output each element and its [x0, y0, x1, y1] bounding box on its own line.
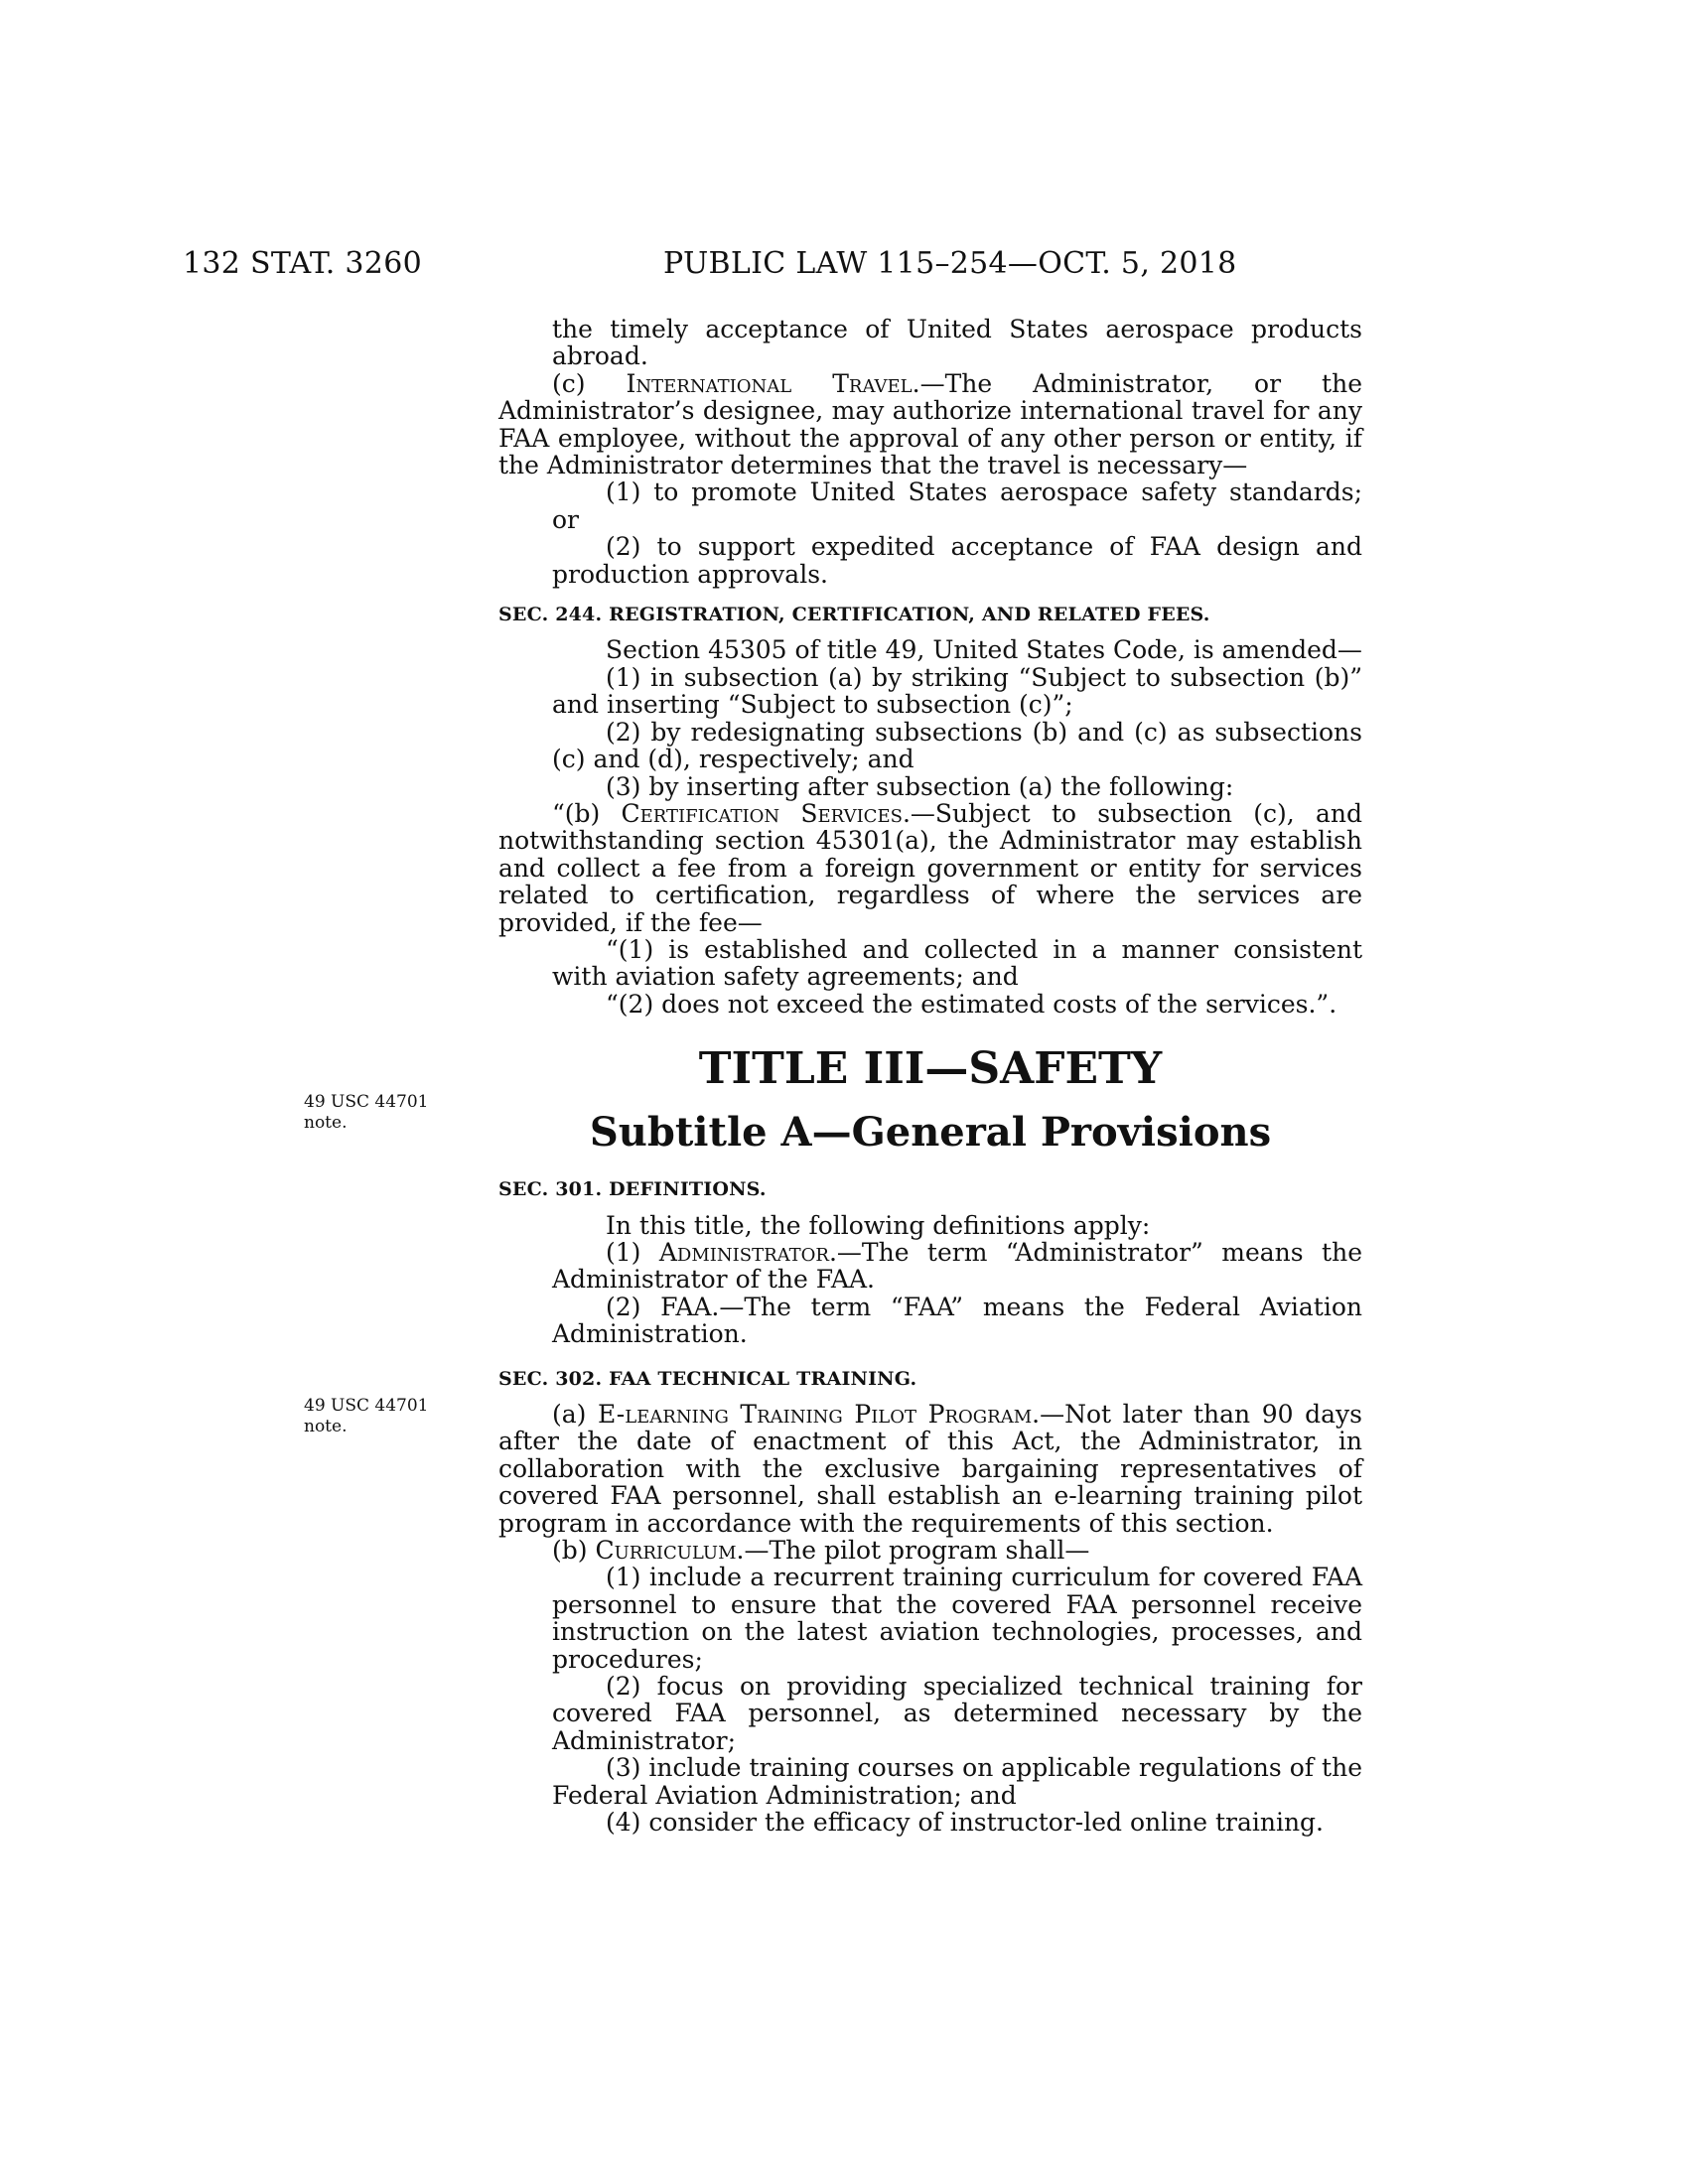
- paragraph-heading: International Travel: [626, 368, 913, 398]
- page-reference: 132 STAT. 3260: [183, 246, 422, 281]
- list-item: (1) in subsection (a) by striking “Subject to subsection (b)” and inserting “Subject to subsection (c)”;: [552, 662, 1362, 720]
- paragraph-heading: Administrator: [658, 1237, 829, 1267]
- paragraph-text: .—The Administrator, or the Administrator’s designee, may authorize international travel for any FAA employee, without the approval of any other person or entity, if the Administrator determines that the travel is necessary—: [498, 368, 1362, 480]
- list-item: (3) include training courses on applicable regulations of the Federal Aviation Administration; and: [552, 1753, 1362, 1810]
- document-body: [498, 316, 1362, 1837]
- section-heading-244: SEC. 244. REGISTRATION, CERTIFICATION, AND RELATED FEES.: [498, 604, 1210, 626]
- list-item: (4) consider the efficacy of instructor-led online training.: [606, 1808, 1324, 1838]
- margin-note-sec-302: 49 USC 44701 note.: [304, 1396, 429, 1436]
- list-item: (1) include a recurrent training curriculum for covered FAA personnel to ensure that the covered FAA personnel receive instruction on the latest aviation technologies, processes, and procedures;: [552, 1563, 1362, 1674]
- paragraph-label: (b): [552, 1536, 596, 1566]
- list-item: “(1) is established and collected in a manner consistent with aviation safety agreements; and: [552, 934, 1362, 992]
- list-item: (2) to support expedited acceptance of FAA design and production approvals.: [552, 532, 1362, 589]
- paragraph-label: (1): [606, 1237, 659, 1267]
- list-item: “(2) does not exceed the estimated costs of the services.”.: [606, 989, 1337, 1019]
- paragraph-label: (a): [552, 1400, 599, 1429]
- paragraph-e-learning: [498, 1401, 1362, 1537]
- list-item: (3) by inserting after subsection (a) the following:: [606, 771, 1234, 801]
- definition-faa: (2) FAA.—The term “FAA” means the Federal Aviation Administration.: [552, 1292, 1362, 1349]
- paragraph-heading: Certification Services: [621, 798, 903, 828]
- paragraph-text: .—The pilot program shall—: [736, 1536, 1090, 1566]
- paragraph-curriculum: [498, 1537, 1362, 1564]
- running-header: [0, 246, 1688, 286]
- section-heading-301: SEC. 301. DEFINITIONS.: [498, 1178, 767, 1201]
- paragraph-international-travel: [498, 370, 1362, 479]
- margin-note-sec-301: 49 USC 44701 note.: [304, 1092, 429, 1133]
- paragraph-certification-services: [498, 800, 1362, 936]
- paragraph-heading: E-learning Training Pilot Program: [598, 1400, 1033, 1429]
- paragraph: In this title, the following definitions apply:: [606, 1210, 1151, 1240]
- paragraph-text: .—Subject to subsection (c), and notwithstanding section 45301(a), the Administrator may establish and collect a fee from a foreign government or entity for services related to certification, regardless of where the services are provided, if the fee—: [498, 798, 1362, 937]
- paragraph-text: .—Not later than 90 days after the date of enactment of this Act, the Administrator, in collaboration with the exclusive bargaining representatives of covered FAA personnel, shall establish an e-learning training pilot program in accordance with the requirements of this section.: [498, 1400, 1362, 1538]
- paragraph: the timely acceptance of United States aerospace products abroad.: [552, 315, 1362, 371]
- list-item: (1) to promote United States aerospace safety standards; or: [552, 478, 1362, 534]
- paragraph-text: .—The term “Administrator” means the Administrator of the FAA.: [552, 1237, 1362, 1295]
- paragraph: Section 45305 of title 49, United States Code, is amended—: [606, 635, 1362, 665]
- law-reference: PUBLIC LAW 115–254—OCT. 5, 2018: [663, 246, 1237, 281]
- paragraph-heading: Curriculum: [595, 1536, 737, 1566]
- list-item: (2) by redesignating subsections (b) and (c) as subsections (c) and (d), respectively; and: [552, 717, 1362, 774]
- paragraph-label: “(b): [552, 798, 622, 828]
- definition-administrator: [498, 1239, 1362, 1294]
- list-item: (2) focus on providing specialized technical training for covered FAA personnel, as determined necessary by the Administrator;: [552, 1672, 1362, 1755]
- paragraph-label: (c): [552, 368, 627, 398]
- section-heading-302: SEC. 302. FAA TECHNICAL TRAINING.: [498, 1367, 917, 1390]
- title-heading: TITLE III—SAFETY: [698, 1043, 1163, 1095]
- subtitle-heading: Subtitle A—General Provisions: [589, 1109, 1272, 1157]
